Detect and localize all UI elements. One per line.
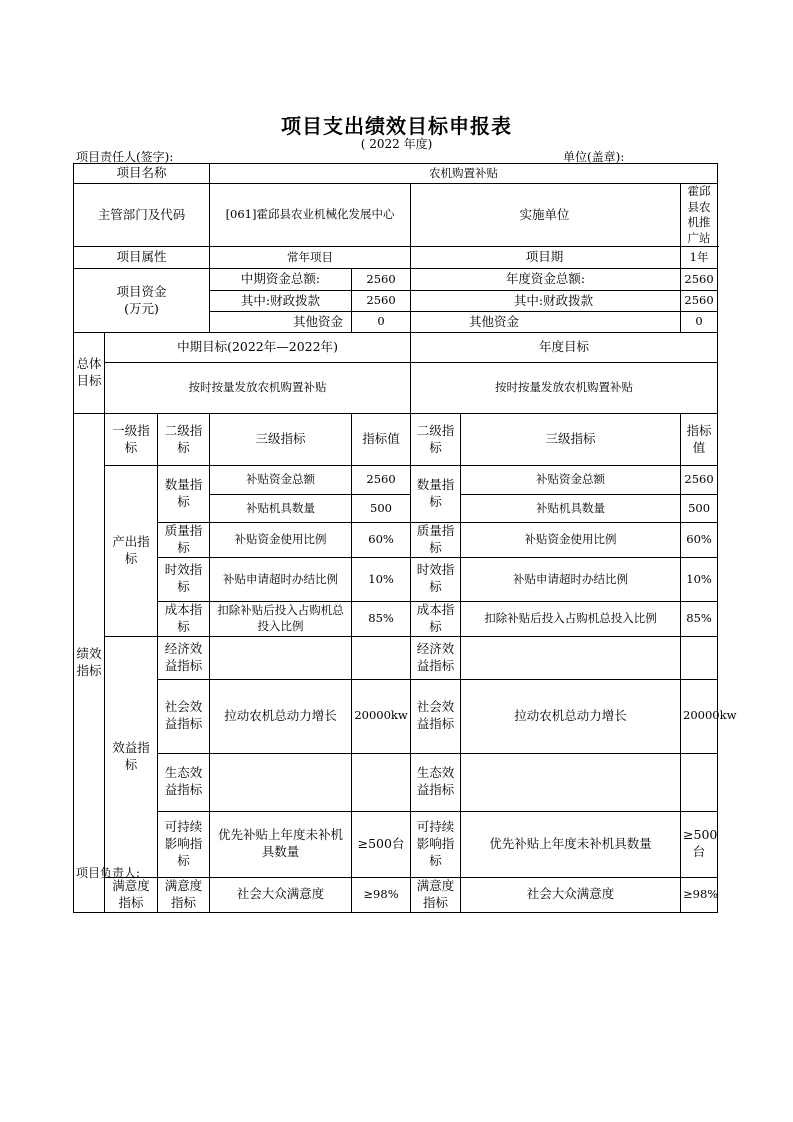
row3-value-right: 60% [681, 523, 718, 558]
social-indicator-left: 社会效益指标 [158, 679, 210, 753]
row7-level3-right: 拉动农机总动力增长 [461, 679, 681, 753]
header-value-left: 指标值 [352, 414, 411, 466]
row5-level3-left: 扣除补贴后投入占购机总投入比例 [210, 601, 352, 636]
year-target-text: 按时按量发放农机购置补贴 [411, 363, 718, 414]
timeliness-indicator-left: 时效指标 [158, 557, 210, 601]
economic-indicator-right: 经济效益指标 [411, 636, 461, 679]
social-indicator-right: 社会效益指标 [411, 679, 461, 753]
satisfaction-level1-label: 满意度指标 [105, 877, 158, 912]
project-attr-value: 常年项目 [210, 247, 411, 269]
dept-label: 主管部门及代码 [74, 184, 210, 247]
row2-level3-right: 补贴机具数量 [461, 495, 681, 523]
timeliness-indicator-right: 时效指标 [411, 557, 461, 601]
funds-label-line1: 项目资金 [116, 283, 167, 299]
header-level3-right: 三级指标 [461, 414, 681, 466]
overall-target-label: 总体目标 [74, 333, 105, 414]
header-level1: 一级指标 [105, 414, 158, 466]
header-value-right: 指标值 [681, 414, 718, 466]
output-indicator-label: 产出指标 [105, 466, 158, 637]
quality-indicator-right: 质量指标 [411, 523, 461, 558]
row6-value-right [681, 636, 718, 679]
header-level2-right: 二级指标 [411, 414, 461, 466]
year-other-label: 其他资金 [411, 312, 681, 333]
row5-value-left: 85% [352, 601, 411, 636]
mid-fiscal-value: 2560 [352, 291, 411, 312]
row7-value-left: 20000kw [352, 679, 411, 753]
row10-value-right: ≥98% [681, 877, 718, 912]
row7-level3-left: 拉动农机总动力增长 [210, 679, 352, 753]
header-level2-left: 二级指标 [158, 414, 210, 466]
year-fiscal-label: 其中:财政拨款 [411, 291, 681, 312]
ecological-indicator-right: 生态效益指标 [411, 753, 461, 811]
funds-label-line2: (万元) [124, 300, 159, 316]
row8-level3-right [461, 753, 681, 811]
row8-value-right [681, 753, 718, 811]
satisfaction-indicator-right: 满意度指标 [411, 877, 461, 912]
mid-other-value: 0 [352, 312, 411, 333]
row10-level3-left: 社会大众满意度 [210, 877, 352, 912]
mid-total-value: 2560 [352, 269, 411, 291]
benefit-indicator-label: 效益指标 [105, 636, 158, 877]
row8-level3-left [210, 753, 352, 811]
sustain-indicator-left: 可持续影响指标 [158, 811, 210, 877]
quantity-indicator-left: 数量指标 [158, 466, 210, 523]
row4-value-right: 10% [681, 557, 718, 601]
project-name-label: 项目名称 [74, 164, 210, 184]
mid-target-text: 按时按量发放农机购置补贴 [105, 363, 411, 414]
row10-level3-right: 社会大众满意度 [461, 877, 681, 912]
row10-value-left: ≥98% [352, 877, 411, 912]
row1-level3-left: 补贴资金总额 [210, 466, 352, 495]
sustain-indicator-right: 可持续影响指标 [411, 811, 461, 877]
unit-seal-label: 单位(盖章): [563, 150, 625, 164]
cost-indicator-left: 成本指标 [158, 601, 210, 636]
ecological-indicator-left: 生态效益指标 [158, 753, 210, 811]
year-fiscal-value: 2560 [681, 291, 718, 312]
mid-target-header: 中期目标(2022年—2022年) [105, 333, 411, 363]
row2-level3-left: 补贴机具数量 [210, 495, 352, 523]
project-name-value: 农机购置补贴 [210, 164, 718, 184]
project-attr-label: 项目属性 [74, 247, 210, 269]
impl-unit-label: 实施单位 [411, 184, 681, 247]
project-period-label: 项目期 [411, 247, 681, 269]
row9-level3-right: 优先补贴上年度未补机具数量 [461, 811, 681, 877]
row3-level3-left: 补贴资金使用比例 [210, 523, 352, 558]
row9-value-left: ≥500台 [352, 811, 411, 877]
quantity-indicator-right: 数量指标 [411, 466, 461, 523]
row5-value-right: 85% [681, 601, 718, 636]
project-period-value: 1年 [681, 247, 718, 269]
row8-value-left [352, 753, 411, 811]
performance-indicators-label: 绩效指标 [74, 414, 105, 913]
mid-total-label: 中期资金总额: [210, 269, 352, 291]
performance-target-table [73, 163, 737, 913]
row3-level3-right: 补贴资金使用比例 [461, 523, 681, 558]
row1-level3-right: 补贴资金总额 [461, 466, 681, 495]
cost-indicator-right: 成本指标 [411, 601, 461, 636]
row9-value-right: ≥500台 [681, 811, 718, 877]
row9-level3-left: 优先补贴上年度未补机具数量 [210, 811, 352, 877]
mid-fiscal-label: 其中:财政拨款 [210, 291, 352, 312]
mid-other-label: 其他资金 [210, 312, 352, 333]
responsible-label: 项目责任人(签字): [76, 150, 174, 164]
row6-level3-right [461, 636, 681, 679]
page-title: 项目支出绩效目标申报表 [281, 114, 512, 138]
row4-level3-right: 补贴申请超时办结比例 [461, 557, 681, 601]
funds-label [74, 269, 210, 333]
row4-level3-left: 补贴申请超时办结比例 [210, 557, 352, 601]
impl-unit-value: 霍邱县农机推广站 [681, 184, 718, 247]
row4-value-left: 10% [352, 557, 411, 601]
row2-value-right: 500 [681, 495, 718, 523]
project-leader-label: 项目负责人: [76, 866, 141, 880]
economic-indicator-left: 经济效益指标 [158, 636, 210, 679]
satisfaction-indicator-left: 满意度指标 [158, 877, 210, 912]
row5-level3-right: 扣除补贴后投入占购机总投入比例 [461, 601, 681, 636]
year-total-value: 2560 [681, 269, 718, 291]
year-other-value: 0 [681, 312, 718, 333]
quality-indicator-left: 质量指标 [158, 523, 210, 558]
year-total-label: 年度资金总额: [411, 269, 681, 291]
row6-level3-left [210, 636, 352, 679]
year-target-header: 年度目标 [411, 333, 718, 363]
row1-value-left: 2560 [352, 466, 411, 495]
row7-value-right: 20000kw [681, 679, 718, 753]
header-level3-left: 三级指标 [210, 414, 352, 466]
row3-value-left: 60% [352, 523, 411, 558]
row2-value-left: 500 [352, 495, 411, 523]
row6-value-left [352, 636, 411, 679]
year-line: ( 2022 年度) [360, 137, 433, 151]
dept-value: [061]霍邱县农业机械化发展中心 [210, 184, 411, 247]
row1-value-right: 2560 [681, 466, 718, 495]
